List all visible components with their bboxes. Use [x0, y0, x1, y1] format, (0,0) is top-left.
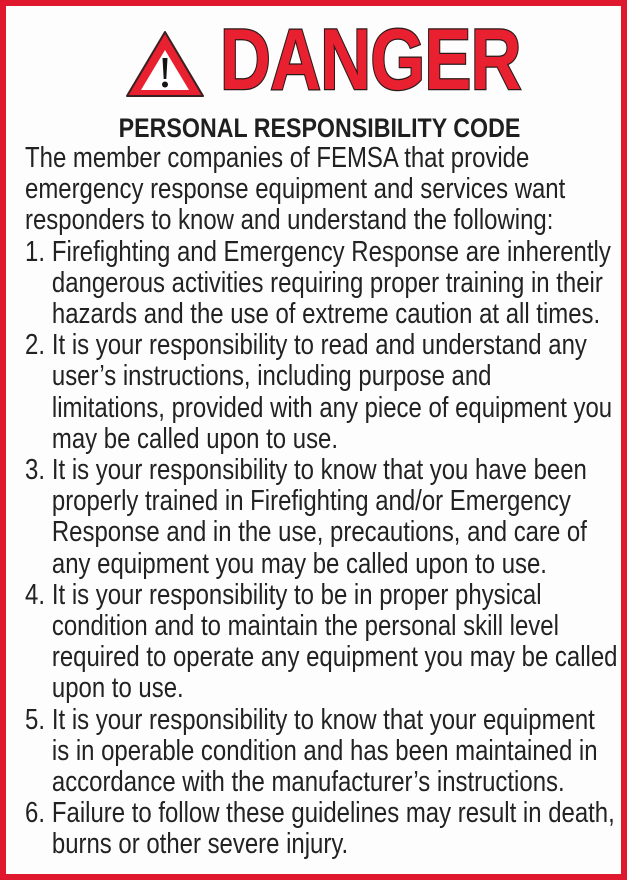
item-number: 4.: [25, 578, 45, 611]
item-line: user’s instructions, including purpose and: [51, 360, 492, 393]
list-item: [25, 455, 613, 580]
item-line: Failure to follow these guidelines may result in death,: [51, 797, 615, 830]
list-item: [25, 798, 613, 860]
sign-header: [6, 12, 633, 108]
list-item: [25, 578, 618, 705]
intro-line: responders to know and understand the following:: [25, 204, 554, 237]
signal-word: DANGER: [220, 12, 521, 108]
item-line: upon to use.: [51, 672, 184, 705]
item-line: It is your responsibility to know that your equipment: [51, 703, 595, 736]
warning-triangle-icon: [123, 28, 207, 100]
list-item: [25, 330, 613, 455]
item-line: is in operable condition and has been maintained in: [51, 734, 598, 767]
intro-line: The member companies of FEMSA that provide: [25, 142, 530, 174]
item-number: 1.: [25, 235, 45, 268]
item-line: It is your responsibility to know that you have been: [51, 454, 587, 487]
item-line: It is your responsibility to be in proper physical: [51, 578, 542, 611]
sign-body: [25, 142, 618, 861]
item-line: burns or other severe injury.: [51, 828, 349, 861]
item-line: may be called upon to use.: [51, 422, 339, 455]
intro-line: emergency response equipment and services want: [25, 173, 566, 206]
sign-subtitle: PERSONAL RESPONSIBILITY CODE: [118, 113, 521, 143]
item-line: condition and to maintain the personal skill level: [51, 610, 559, 643]
item-line: It is your responsibility to read and understand any: [51, 329, 587, 362]
list-item: [25, 237, 613, 331]
item-line: limitations, provided with any piece of equipment you: [51, 391, 613, 424]
item-line: accordance with the manufacturer’s instructions.: [51, 766, 565, 799]
item-line: required to operate any equipment you may be called: [51, 641, 618, 674]
item-line: properly trained in Firefighting and/or Emergency: [51, 485, 571, 518]
item-line: any equipment you may be called upon to use.: [51, 547, 547, 580]
item-number: 3.: [25, 454, 45, 487]
intro-paragraph: [25, 143, 613, 237]
item-line: Firefighting and Emergency Response are inherently: [51, 235, 611, 268]
item-line: Response and in the use, precautions, and care of: [51, 516, 587, 549]
list-item: [25, 705, 613, 799]
item-number: 6.: [25, 797, 45, 830]
item-number: 2.: [25, 329, 45, 362]
item-line: hazards and the use of extreme caution at all times.: [51, 298, 601, 331]
item-number: 5.: [25, 703, 45, 736]
item-line: dangerous activities requiring proper training in their: [51, 266, 603, 299]
